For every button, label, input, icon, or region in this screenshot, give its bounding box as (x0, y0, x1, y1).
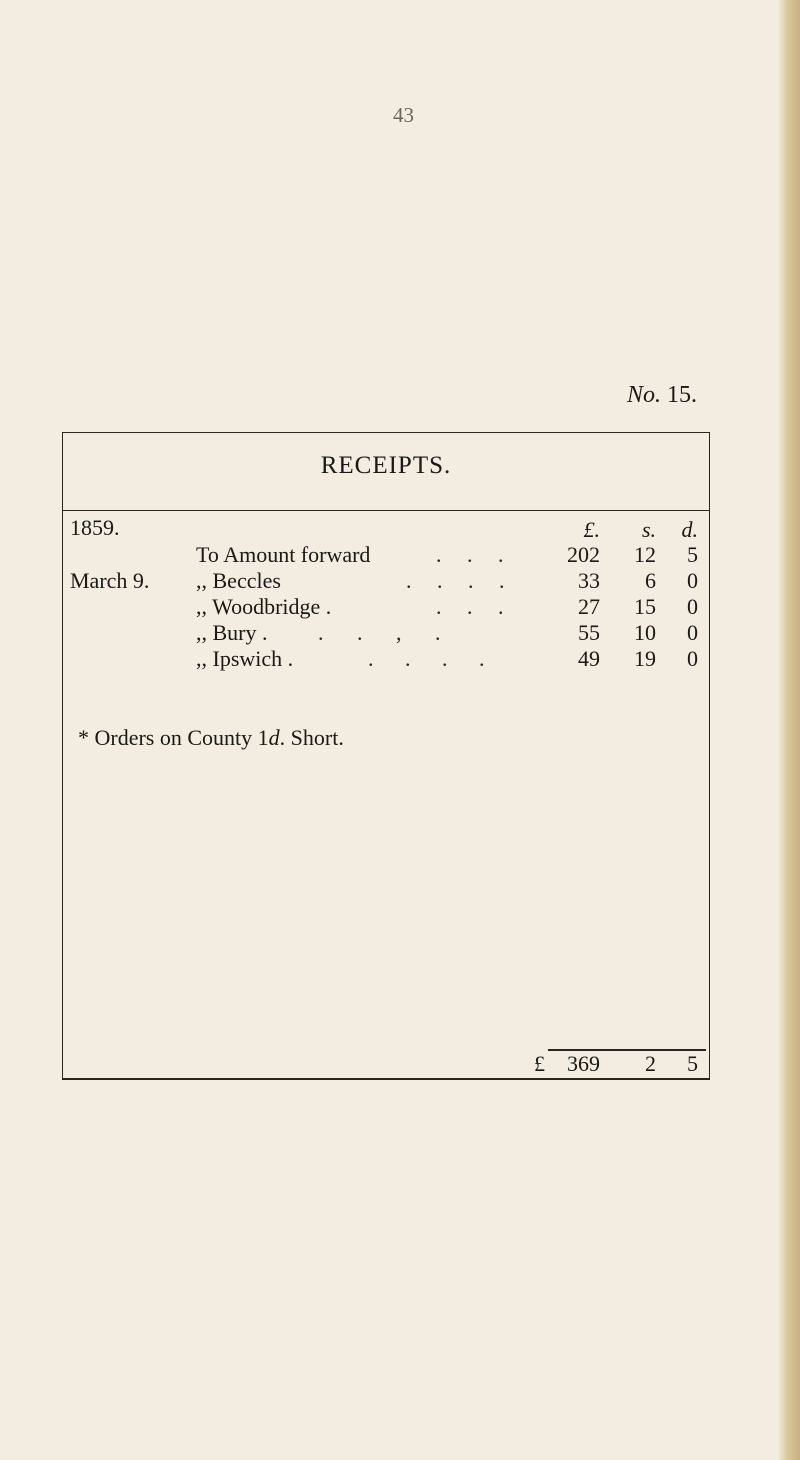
page-edge-shadow (778, 0, 800, 1460)
ledger-footnote (78, 725, 344, 751)
row-pence: 0 (687, 568, 698, 593)
leader-dots: . . , . (318, 620, 441, 645)
row-date: March 9. (70, 568, 150, 593)
footnote-suffix: . Short. (279, 725, 344, 750)
ledger-year: 1859. (70, 515, 120, 540)
footnote-unit: d (268, 725, 280, 750)
header-divider (62, 510, 710, 511)
row-pence: 0 (687, 646, 698, 671)
pence-header: d. (681, 517, 698, 542)
shillings-header: s. (641, 517, 656, 542)
page-number-value: 15. (667, 382, 698, 408)
receipts-ledger-box (62, 432, 710, 1080)
folio-number: 43 (393, 103, 414, 127)
leader-dots: . . . (436, 542, 504, 567)
row-shillings: 10 (634, 620, 656, 645)
total-pence: 5 (687, 1051, 698, 1076)
row-pence: 0 (687, 594, 698, 619)
row-pounds: 33 (578, 568, 600, 593)
ledger-title: RECEIPTS. (320, 452, 452, 479)
row-shillings: 12 (634, 542, 656, 567)
row-description: ,, Bury . (196, 620, 268, 645)
footnote-prefix: * Orders on County 1 (78, 725, 269, 750)
row-shillings: 15 (634, 594, 656, 619)
row-shillings: 19 (634, 646, 656, 671)
total-currency: £ (534, 1051, 545, 1076)
row-pounds: 55 (578, 620, 600, 645)
row-pounds: 202 (567, 542, 600, 567)
row-shillings: 6 (645, 568, 656, 593)
row-description: To Amount forward (196, 542, 371, 567)
leader-dots: . . . (436, 594, 504, 619)
row-description: ,, Woodbridge . (196, 594, 332, 619)
row-description: ,, Ipswich . (196, 646, 294, 671)
leader-dots: . . . . (406, 568, 505, 593)
leader-dots: . . . . (368, 646, 485, 671)
row-pounds: 27 (578, 594, 600, 619)
page-number-label: No. (627, 382, 662, 408)
pounds-header: £. (583, 517, 600, 542)
row-description: ,, Beccles (196, 568, 281, 593)
page-number (627, 382, 697, 409)
row-pence: 0 (687, 620, 698, 645)
total-pounds: 369 (567, 1051, 600, 1076)
total-shillings: 2 (645, 1051, 656, 1076)
row-pence: 5 (687, 542, 698, 567)
row-pounds: 49 (578, 646, 600, 671)
